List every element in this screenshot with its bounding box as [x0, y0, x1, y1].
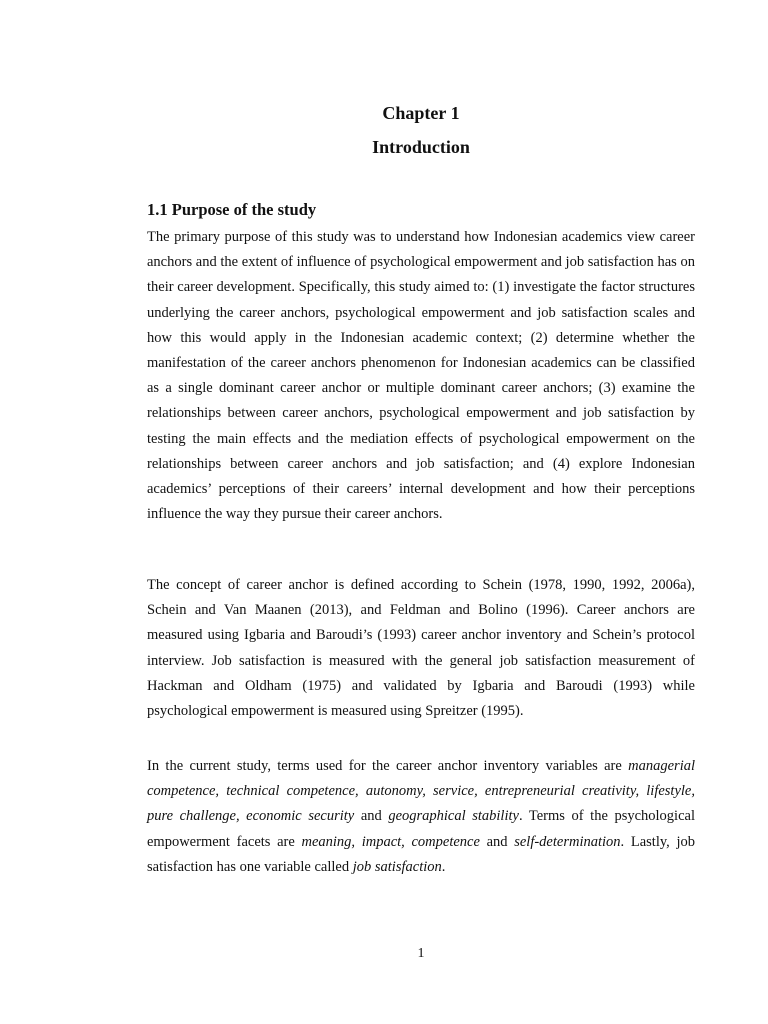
text-span: In the current study, terms used for the career anchor inventory variables are	[147, 758, 629, 774]
text-span: .	[441, 858, 446, 875]
text-span: and	[479, 833, 515, 850]
italic-term: self-determination	[514, 833, 621, 850]
italic-term: meaning, impact, competence	[301, 833, 480, 850]
italic-term: managerial competence, technical competence, autonomy, service, entrepreneurial creativity, lifestyle, pure challenge, economic security	[147, 758, 695, 825]
section-heading: 1.1 Purpose of the study	[147, 200, 317, 219]
text-span: . Lastly, job satisfaction has one variable called	[147, 833, 695, 875]
paragraph-purpose: The primary purpose of this study was to understand how Indonesian academics view career anchors and the extent of influence of psychological empowerment and job satisfaction has on their career development. Specifically, this study aimed to: (1) investigate the factor structures underlying the career anchors, psychological empowerment and job satisfaction scales and how this would apply in the Indonesian academic context; (2) determine whether the manifestation of the career anchors phenomenon for Indonesian academics can be classified as a single dominant career anchor or multiple dominant career anchors; (3) examine the relationships between career anchors, psychological empowerment and job satisfaction by testing the main effects and the mediation effects of psychological empowerment on the relationships between career anchors and job satisfaction; and (4) explore Indonesian academics’ perceptions of their careers’ internal development and how their perceptions influence the way they pursue their career anchors.	[147, 229, 695, 523]
italic-term: job satisfaction	[352, 858, 442, 875]
text-span: and	[354, 808, 389, 825]
chapter-title: Introduction	[372, 137, 470, 157]
italic-term: geographical stability	[388, 808, 519, 825]
paragraph-terms	[147, 754, 695, 880]
page-number: 1	[417, 946, 425, 961]
chapter-label: Chapter 1	[382, 103, 460, 123]
text-span: . Terms of the psychological empowerment facets are	[147, 808, 695, 850]
paragraph-career-anchor-concept: The concept of career anchor is defined according to Schein (1978, 1990, 1992, 2006a), Schein and Van Maanen (2013), and Feldman and Bolino (1996). Career anchors are measured using Igbaria and Baroudi’s (1993) career anchor inventory and Schein’s protocol interview. Job satisfaction is measured with the general job satisfaction measurement of Hackman and Oldham (1975) and validated by Igbaria and Baroudi (1993) while psychological empowerment is measured using Spreitzer (1995).	[147, 577, 695, 720]
